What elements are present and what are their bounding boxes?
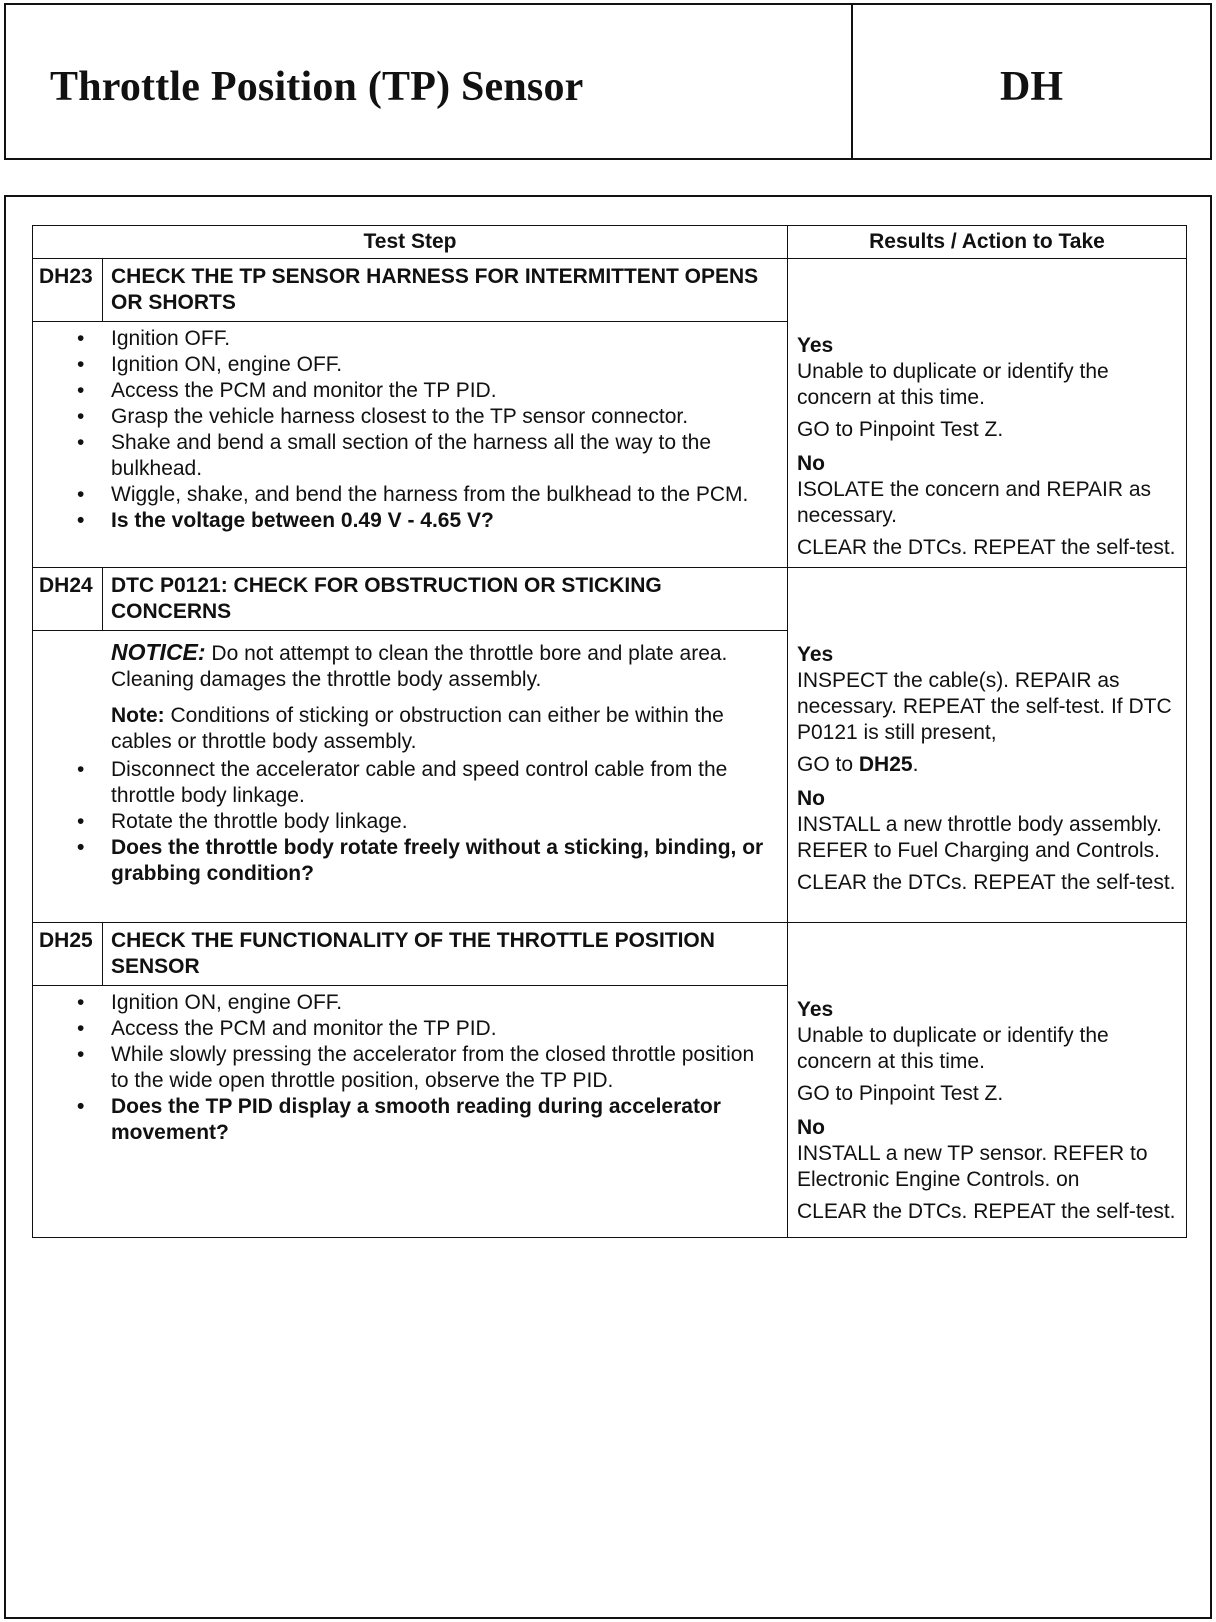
yes-goto: GO to Pinpoint Test Z. — [797, 1082, 1004, 1105]
no-clear: CLEAR the DTCs. REPEAT the self-test. — [797, 536, 1176, 559]
page-header — [4, 3, 1212, 160]
list-item: • Rotate the throttle body linkage. — [111, 809, 777, 835]
list-item: • Ignition ON, engine OFF. — [111, 990, 777, 1016]
no-text: INSTALL a new TP sensor. REFER to Electronic Engine Controls. on — [797, 1142, 1148, 1191]
step-title: CHECK THE TP SENSOR HARNESS FOR INTERMITTENT OPENS OR SHORTS — [103, 259, 788, 322]
list-item: • Ignition ON, engine OFF. — [111, 352, 777, 378]
list-item: • Disconnect the accelerator cable and speed control cable from the throttle body linkage. — [111, 757, 777, 809]
list-item: • While slowly pressing the accelerator from the closed throttle position to the wide open throttle position, observe the TP PID. — [111, 1042, 777, 1094]
no-label: No — [797, 787, 825, 810]
step-title: CHECK THE FUNCTIONALITY OF THE THROTTLE POSITION SENSOR — [103, 923, 788, 986]
step-title: DTC P0121: CHECK FOR OBSTRUCTION OR STICKING CONCERNS — [103, 568, 788, 631]
step-question: • Does the throttle body rotate freely without a sticking, binding, or grabbing condition? — [111, 835, 777, 887]
step-instructions — [33, 631, 788, 923]
list-item: • Ignition OFF. — [111, 326, 777, 352]
yes-goto-prefix: GO to — [797, 753, 859, 776]
step-title-row — [33, 923, 1187, 986]
yes-goto-suffix: . — [912, 753, 919, 776]
pinpoint-test-table — [32, 225, 1187, 1238]
step-results — [788, 568, 1187, 923]
no-text: ISOLATE the concern and REPAIR as necessary. — [797, 478, 1152, 527]
step-id: DH23 — [33, 259, 103, 322]
yes-goto: GO to Pinpoint Test Z. — [797, 418, 1004, 441]
notice — [33, 631, 787, 693]
yes-goto-target: DH25 — [858, 753, 913, 776]
no-text: INSTALL a new throttle body assembly. REFER to Fuel Charging and Controls. — [797, 813, 1162, 862]
yes-goto — [797, 752, 1180, 778]
yes-label: Yes — [797, 334, 834, 357]
step-results — [788, 259, 1187, 568]
list-item: • Access the PCM and monitor the TP PID. — [111, 378, 777, 404]
notice-label: NOTICE: — [111, 639, 206, 665]
page-title: Throttle Position (TP) Sensor — [50, 64, 584, 110]
col-header-test-step: Test Step — [33, 226, 788, 259]
no-label: No — [797, 1116, 825, 1139]
yes-text: Unable to duplicate or identify the concern at this time. — [797, 1024, 1109, 1073]
list-item: • Grasp the vehicle harness closest to the TP sensor connector. — [111, 404, 777, 430]
notice-text: Do not attempt to clean the throttle bore and plate area. Cleaning damages the throttle body assembly. — [111, 642, 728, 691]
yes-label: Yes — [797, 998, 834, 1021]
step-question: • Is the voltage between 0.49 V - 4.65 V? — [111, 508, 777, 534]
yes-label: Yes — [797, 643, 834, 666]
no-label: No — [797, 452, 825, 475]
step-question: • Does the TP PID display a smooth reading during accelerator movement? — [111, 1094, 777, 1146]
note-label: Note: — [111, 704, 165, 727]
col-header-results: Results / Action to Take — [788, 226, 1187, 259]
step-title-row — [33, 259, 1187, 322]
note-text: Conditions of sticking or obstruction can either be within the cables or throttle body assembly. — [111, 704, 724, 753]
table-header-row — [33, 226, 1187, 259]
step-results — [788, 923, 1187, 1238]
note — [33, 693, 787, 755]
step-instructions — [33, 986, 788, 1238]
step-id: DH25 — [33, 923, 103, 986]
list-item: • Shake and bend a small section of the harness all the way to the bulkhead. — [111, 430, 777, 482]
yes-text: INSPECT the cable(s). REPAIR as necessary. REPEAT the self-test. If DTC P0121 is still present, — [797, 669, 1172, 744]
section-code: DH — [1000, 64, 1063, 110]
yes-text: Unable to duplicate or identify the concern at this time. — [797, 360, 1109, 409]
step-id: DH24 — [33, 568, 103, 631]
no-clear: CLEAR the DTCs. REPEAT the self-test. — [797, 1200, 1176, 1223]
list-item: • Wiggle, shake, and bend the harness from the bulkhead to the PCM. — [111, 482, 777, 508]
list-item: • Access the PCM and monitor the TP PID. — [111, 1016, 777, 1042]
no-clear: CLEAR the DTCs. REPEAT the self-test. — [797, 871, 1176, 894]
step-title-row — [33, 568, 1187, 631]
step-instructions — [33, 322, 788, 568]
